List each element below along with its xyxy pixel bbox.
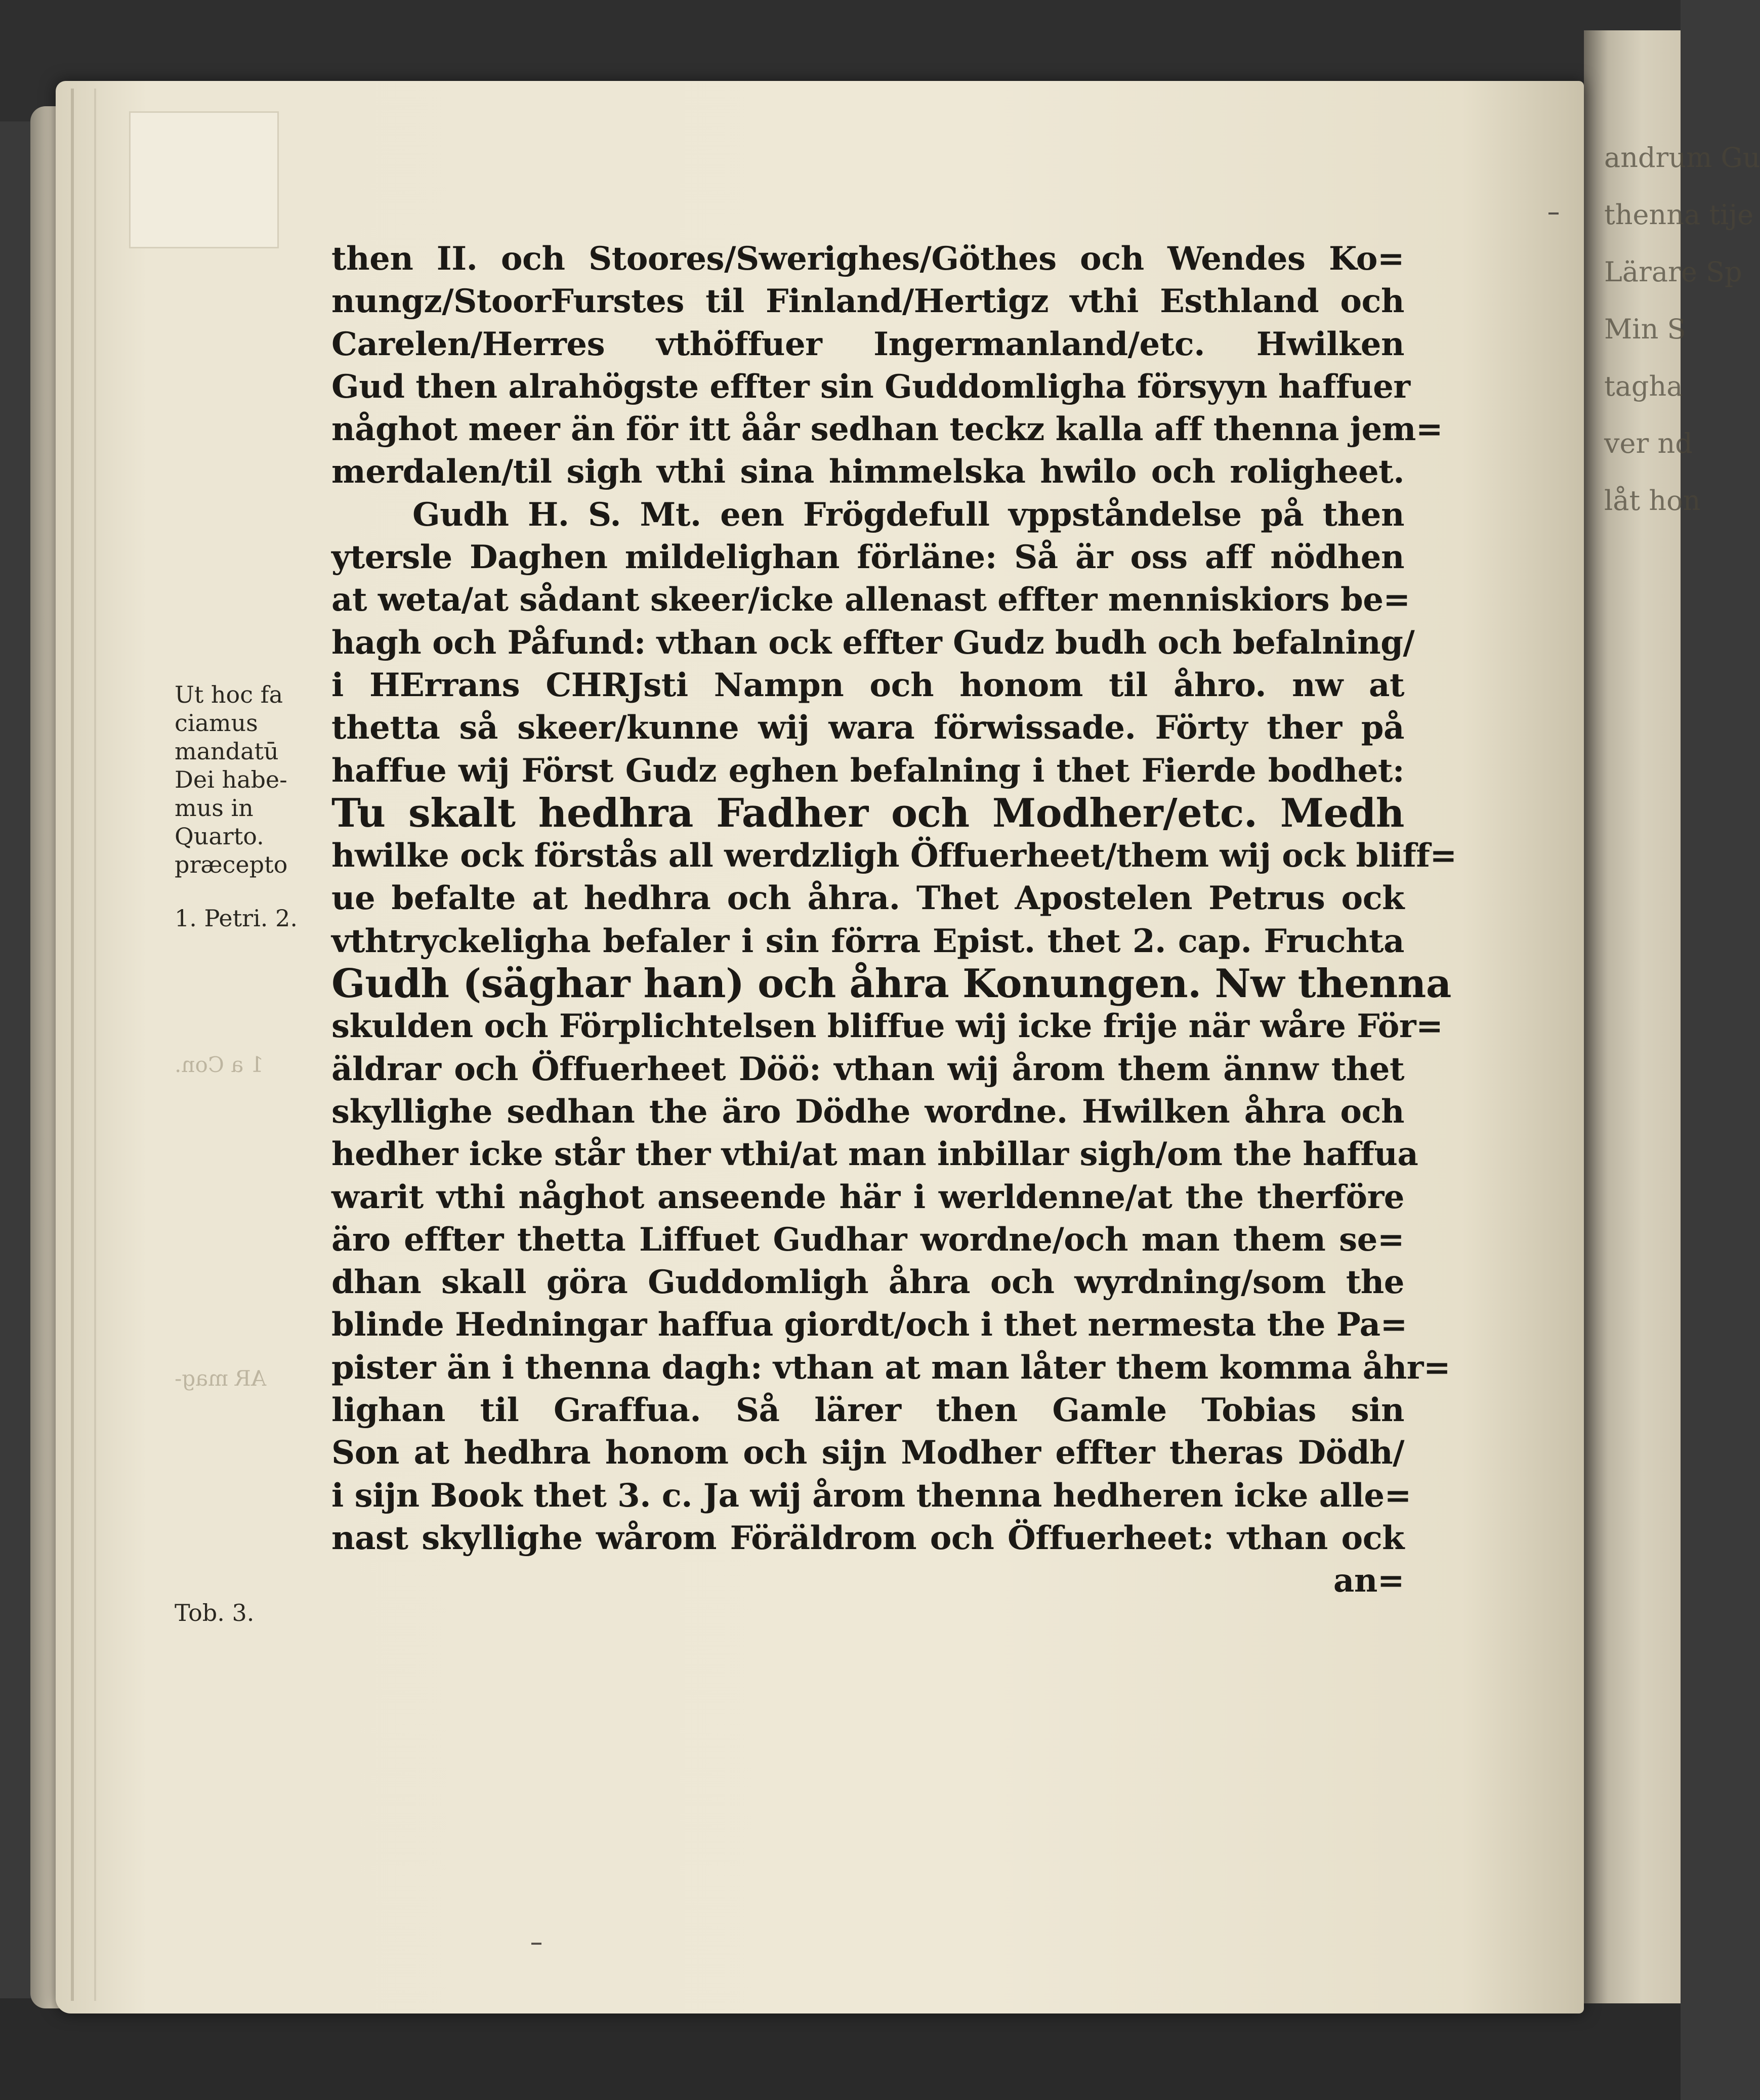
bleed-through-text: 1 a Con. xyxy=(175,1052,264,1077)
margin-note-line: mandatū xyxy=(175,738,279,765)
facing-page-fragment: tagha xyxy=(1604,370,1683,402)
text-line: i sijn Book thet 3. c. Ja wij årom thenna hedheren icke alle= xyxy=(331,1476,1411,1515)
text-line: thetta så skeer/kunne wij wara förwissade. Förty ther på xyxy=(331,709,1404,747)
text-line: lighan til Graffua. Så lärer then Gamle Tobias sin xyxy=(331,1391,1404,1430)
text-line: Son at hedhra honom och sijn Modher effter theras Dödh/ xyxy=(331,1434,1404,1472)
margin-note-line: Ut hoc fa xyxy=(175,681,283,708)
facing-page-fragment: Lärare Sp xyxy=(1604,256,1742,288)
margin-spacer xyxy=(175,879,311,904)
bleed-through-text: AR mag- xyxy=(175,1366,267,1391)
margin-note-line: præcepto xyxy=(175,851,288,878)
margin-notes xyxy=(175,680,311,932)
catchword: an= xyxy=(1333,1562,1404,1600)
text-line: hwilke ock förstås all werdzligh Öffuerheet/them wij ock bliff= xyxy=(331,837,1457,875)
text-line: ue befalte at hedhra och åhra. Thet Apostelen Petrus ock xyxy=(331,879,1404,918)
text-line: hagh och Påfund: vthan ock effter Gudz budh och befalning/ xyxy=(331,623,1415,662)
text-line: skulden och Förplichtelsen bliffue wij icke frije när wåre För= xyxy=(331,1007,1443,1046)
margin-notes-lower xyxy=(175,1599,311,1627)
margin-note-line: Dei habe- xyxy=(175,766,287,793)
text-line: äro effter thetta Liffuet Gudhar wordne/och man them se= xyxy=(331,1220,1404,1259)
text-line: Carelen/Herres vthöffuer Ingermanland/etc. Hwilken xyxy=(331,325,1404,363)
facing-page-fragment: Min S xyxy=(1604,313,1686,345)
dash-mark xyxy=(531,1943,541,1945)
text-line: Gudh H. S. Mt. een Frögdefull vppståndelse på then xyxy=(412,495,1404,534)
text-line: någhot meer än för itt åår sedhan teckz kalla aff thenna jem= xyxy=(331,410,1443,449)
facing-page-fragment: thenna tije xyxy=(1604,199,1754,231)
text-line: äldrar och Öffuerheet Döö: vthan wij årom them ännw thet xyxy=(331,1050,1404,1088)
text-line: dhan skall göra Guddomligh åhra och wyrdning/som the xyxy=(331,1263,1404,1302)
body-text xyxy=(331,238,1457,1603)
text-line: merdalen/til sigh vthi sina himmelska hwilo och roligheet. xyxy=(331,453,1404,491)
text-line: then II. och Stoores/Swerighes/Göthes och Wendes Ko= xyxy=(331,240,1404,278)
text-line: nungz/StoorFurstes til Finland/Hertigz vthi Esthland och xyxy=(331,282,1404,321)
facing-page-fragment: låt hon xyxy=(1604,485,1701,517)
margin-note-reference: 1. Petri. 2. xyxy=(175,905,298,932)
margin-note-reference: Tob. 3. xyxy=(175,1599,255,1626)
dash-mark xyxy=(1548,212,1559,215)
text-line-emphasis: Gudh (säghar han) och åhra Konungen. Nw thenna xyxy=(331,961,1451,1007)
margin-note-line: ciamus xyxy=(175,709,258,737)
page-stack-edge xyxy=(71,89,96,2001)
text-line: hedher icke står ther vthi/at man inbillar sigh/om the haffua xyxy=(331,1135,1418,1174)
margin-note-line: mus in xyxy=(175,794,254,822)
text-line: nast skyllighe wårom Föräldrom och Öffuerheet: vthan ock xyxy=(331,1519,1404,1557)
text-line-emphasis: Tu skalt hedhra Fadher och Modher/etc. Medh xyxy=(331,790,1404,836)
text-line: ytersle Daghen mildelighan förläne: Så är oss aff nödhen xyxy=(331,538,1404,577)
facing-page-fragment: ver nd xyxy=(1604,427,1693,459)
text-line: pister än i thenna dagh: vthan at man låter them komma åhr= xyxy=(331,1348,1451,1387)
paper-slip xyxy=(129,111,279,248)
margin-note-line: Quarto. xyxy=(175,823,264,850)
text-line: warit vthi någhot anseende här i werldenne/at the therföre xyxy=(331,1178,1404,1216)
text-line: Gud then alrahögste effter sin Guddomligha försyyn haffuer xyxy=(331,367,1410,406)
background-bottom xyxy=(0,1998,1681,2100)
facing-page-fragment: andrum Gu xyxy=(1604,142,1760,174)
text-line: at weta/at sådant skeer/icke allenast effter menniskiors be= xyxy=(331,581,1410,619)
text-line: skyllighe sedhan the äro Dödhe wordne. Hwilken åhra och xyxy=(331,1092,1404,1131)
text-line: blinde Hedningar haffua giordt/och i thet nermesta the Pa= xyxy=(331,1306,1407,1344)
text-line: i HErrans CHRJsti Nampn och honom til åhro. nw at xyxy=(331,666,1404,704)
text-line: vthtryckeligha befaler i sin förra Epist. thet 2. cap. Fruchta xyxy=(331,922,1404,960)
facing-page-edge xyxy=(1584,30,1760,2003)
text-line: haffue wij Först Gudz eghen befalning i thet Fierde bodhet: xyxy=(331,751,1404,790)
